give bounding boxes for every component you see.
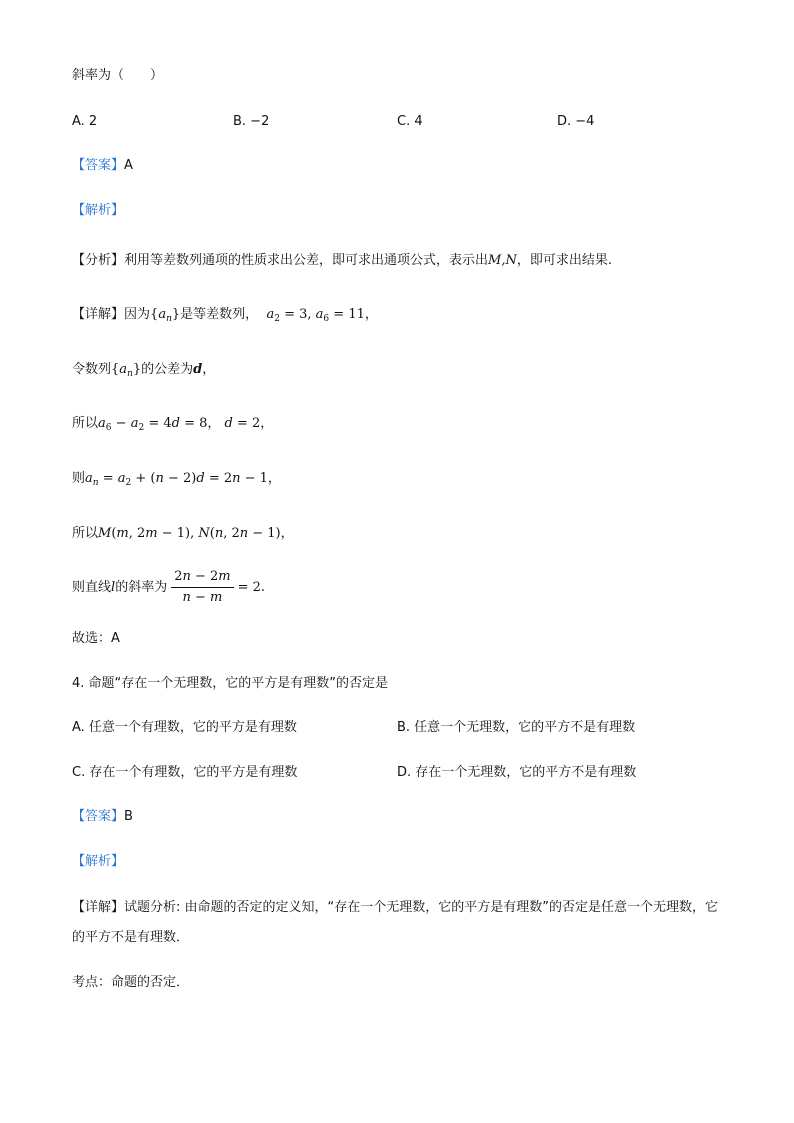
- q3-given-values: $a_2 = 3$, $a_6 = 11$，: [266, 307, 378, 324]
- q3-option-b: B. −2: [233, 114, 270, 129]
- q3-line5-prefix: 所以: [72, 526, 99, 541]
- q3-detail-text2: 是等差数列，: [180, 307, 259, 322]
- q3-fenxi-end: ，即可求出结果.: [516, 253, 612, 268]
- q3-option-a: A. 2: [72, 114, 98, 129]
- q3-analysis-label: 【解析】: [72, 203, 125, 218]
- q4-answer-line: [72, 807, 133, 827]
- q3-fenxi-text: 利用等差数列通项的性质求出公差，即可求出通项公式，表示出: [124, 253, 489, 268]
- q3-option-c: C. 4: [397, 114, 423, 129]
- q3-line6-mid: 的斜率为: [115, 580, 168, 595]
- q3-points-expression: M(m, 2m − 1), N(n, 2n − 1)，: [98, 526, 294, 541]
- q3-stem-tail: 斜率为（ ）: [72, 68, 164, 83]
- q3-d-symbol: d: [193, 362, 203, 377]
- q3-d-equation: $a_6 - a_2 = 4d = 8$， d = 2，: [98, 416, 274, 433]
- q3-line2-text2: 的公差为: [141, 362, 194, 377]
- q3-line-slope: [72, 568, 265, 608]
- q3-choice: 故选：A: [72, 631, 120, 646]
- q3-analysis-tag: [72, 201, 124, 221]
- q4-option-c: C. 存在一个有理数，它的平方是有理数: [72, 765, 298, 780]
- q3-line-compute-d: [72, 414, 273, 438]
- q3-line3-prefix: 所以: [72, 416, 99, 431]
- q3-line6-end: = 2.: [237, 580, 266, 595]
- q3-line4-prefix: 则: [72, 471, 86, 486]
- q3-detail-text1: 因为: [124, 307, 151, 322]
- q3-line-general-term: [72, 469, 281, 493]
- q3-fenxi-tag: 【分析】: [72, 253, 125, 268]
- q3-line6-prefix: 则直线: [72, 580, 112, 595]
- q3-seq-an-2: $\{a_n\}$: [111, 362, 142, 379]
- q3-fenxi-math: M,N: [488, 253, 517, 268]
- q4-answer-value: B: [124, 809, 133, 824]
- q3-line-points: [72, 524, 294, 544]
- q4-option-b: B. 任意一个无理数，它的平方不是有理数: [397, 720, 636, 735]
- q3-option-d: D. −4: [557, 114, 595, 129]
- q3-line-d: [72, 360, 215, 384]
- q4-answer-tag: 【答案】: [72, 809, 125, 824]
- q3-fenxi-line: [72, 251, 612, 271]
- q3-detail-tag: 【详解】: [72, 307, 125, 322]
- q3-slope-fraction: $\frac{2n - 2m}{n - m}$: [171, 569, 233, 606]
- q4-analysis-label: 【解析】: [72, 854, 125, 869]
- q3-general-term-equation: $a_n = a_2 + (n - 2)d = 2n - 1$，: [85, 471, 281, 488]
- q3-answer-line: [72, 156, 133, 176]
- q3-line2-end: ，: [202, 362, 216, 377]
- q3-answer-tag: 【答案】: [72, 158, 125, 173]
- q4-option-d: D. 存在一个无理数，它的平方不是有理数: [397, 765, 637, 780]
- q4-stem: 4. 命题“存在一个无理数，它的平方是有理数”的否定是: [72, 676, 389, 691]
- q4-analysis-tag: [72, 852, 124, 872]
- q4-kaodian: 考点：命题的否定．: [72, 975, 190, 990]
- q4-detail-tag: 【详解】: [72, 900, 125, 915]
- q4-detail-text: 试题分析: 由命题的否定的定义知，“存在一个无理数，它的平方是有理数”的否定是任意一个无理数，它的平方不是有理数．: [72, 900, 718, 945]
- q3-seq-an: $\{a_n\}$: [150, 307, 181, 324]
- q4-detail-paragraph: [72, 893, 722, 953]
- q3-line2-text1: 令数列: [72, 362, 112, 377]
- q3-detail-line: [72, 305, 378, 329]
- q3-answer-value: A: [124, 158, 133, 173]
- q4-option-a: A. 任意一个有理数，它的平方是有理数: [72, 720, 297, 735]
- q3-line-l-symbol: l: [111, 580, 116, 595]
